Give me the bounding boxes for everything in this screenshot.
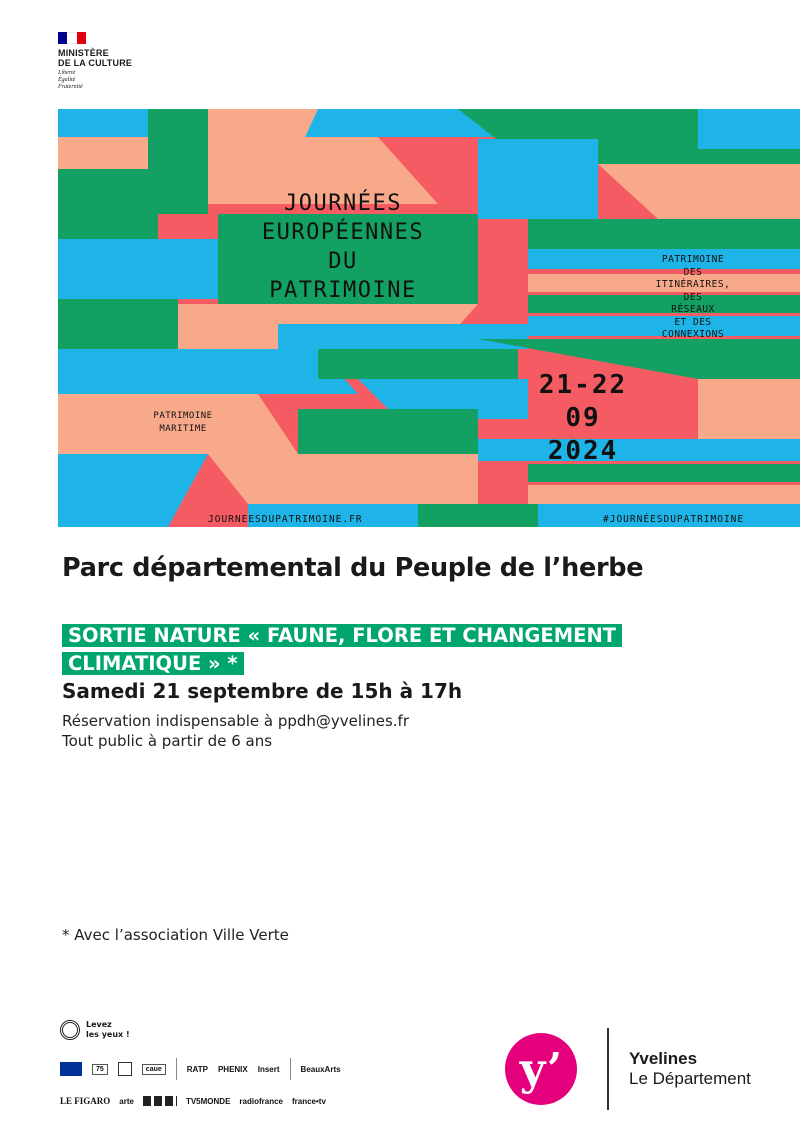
partner-logo: Insert (257, 1064, 280, 1074)
partner-logo: radiofrance (239, 1096, 283, 1106)
divider (290, 1058, 291, 1080)
banner-date-line: 09 (565, 403, 601, 433)
activity-label: SORTIE NATURE « FAUNE, FLORE ET CHANGEMENT CLIMATIQUE » * (62, 624, 622, 675)
partner-logo: RATP (186, 1064, 208, 1074)
event-date: Samedi 21 septembre de 15h à 17h (62, 679, 463, 703)
levez-line: Levez (86, 1020, 112, 1029)
banner-hashtag: #JOURNÉESDUPATRIMOINE (603, 514, 745, 525)
reservation-text: Réservation indispensable à ppdh@yvelines.fr (62, 712, 409, 730)
levez-les-yeux-logo (60, 1020, 130, 1040)
divider (176, 1058, 177, 1080)
eye-ring-icon (60, 1020, 80, 1040)
partner-logo: PHENIX (217, 1064, 248, 1074)
event-banner (58, 109, 800, 527)
partner-logos-row-1 (60, 1058, 341, 1080)
activity-title (62, 622, 662, 678)
banner-maritime (128, 410, 238, 436)
footnote: * Avec l’association Ville Verte (62, 926, 289, 944)
partner-logo: LE FIGARO (60, 1096, 111, 1106)
french-flag-icon (58, 32, 86, 44)
yvelines-subtitle: Le Département (629, 1069, 751, 1088)
motto-line: Égalité (58, 77, 76, 83)
banner-theme-line: PATRIMOINE (661, 254, 725, 265)
levez-line: les yeux ! (86, 1030, 130, 1039)
yvelines-name: Yvelines (629, 1049, 698, 1068)
eu-flag-icon (60, 1062, 82, 1076)
banner-title-line: DU (328, 249, 358, 274)
banner-date-line: 21-22 (538, 370, 628, 400)
event-details (62, 711, 409, 751)
banner-maritime-line: PATRIMOINE (153, 411, 213, 421)
partner-logo: BeauxArts (300, 1064, 341, 1074)
banner-theme (618, 254, 768, 342)
ministry-name (58, 48, 132, 68)
banner-dates (478, 369, 688, 468)
partner-logo: arte (119, 1096, 134, 1106)
banner-title-line: JOURNÉES (284, 191, 402, 216)
partner-logo: france•tv (291, 1096, 326, 1106)
yvelines-logo (505, 1028, 751, 1110)
banner-title-line: EUROPÉENNES (261, 220, 425, 245)
banner-maritime-line: MARITIME (159, 424, 207, 434)
ministry-name-line: DE LA CULTURE (58, 58, 133, 68)
banner-theme-line: CONNEXIONS (661, 329, 725, 340)
motto-line: Liberté (58, 70, 76, 76)
partner-logos-row-2 (60, 1096, 326, 1106)
partner-logo: caue (142, 1064, 166, 1075)
banner-theme-line: RÉSEAUX (671, 304, 715, 315)
banner-url: JOURNEESDUPATRIMOINE.FR (208, 514, 363, 525)
partner-logo: 75 (92, 1064, 108, 1075)
banner-title (198, 189, 488, 305)
venue-title: Parc départemental du Peuple de l’herbe (62, 553, 644, 583)
ministry-logo (58, 32, 132, 91)
partner-emblem-icon (118, 1062, 132, 1076)
audience-text: Tout public à partir de 6 ans (62, 732, 273, 750)
divider (607, 1028, 609, 1110)
yvelines-mark: y’ (505, 1033, 577, 1105)
banner-theme-line: ITINÉRAIRES, (655, 279, 731, 290)
partner-badges-icon (143, 1096, 177, 1106)
banner-title-line: PATRIMOINE (269, 278, 417, 303)
banner-date-line: 2024 (547, 436, 619, 466)
banner-theme-line: DES (683, 266, 703, 278)
banner-theme-line: ET DES (674, 316, 712, 328)
motto-line: Fraternité (58, 84, 83, 90)
partner-logo: TV5MONDE (185, 1096, 231, 1106)
ministry-name-line: MINISTÈRE (58, 48, 109, 58)
banner-theme-line: DES (683, 291, 703, 303)
ministry-motto (58, 70, 132, 91)
